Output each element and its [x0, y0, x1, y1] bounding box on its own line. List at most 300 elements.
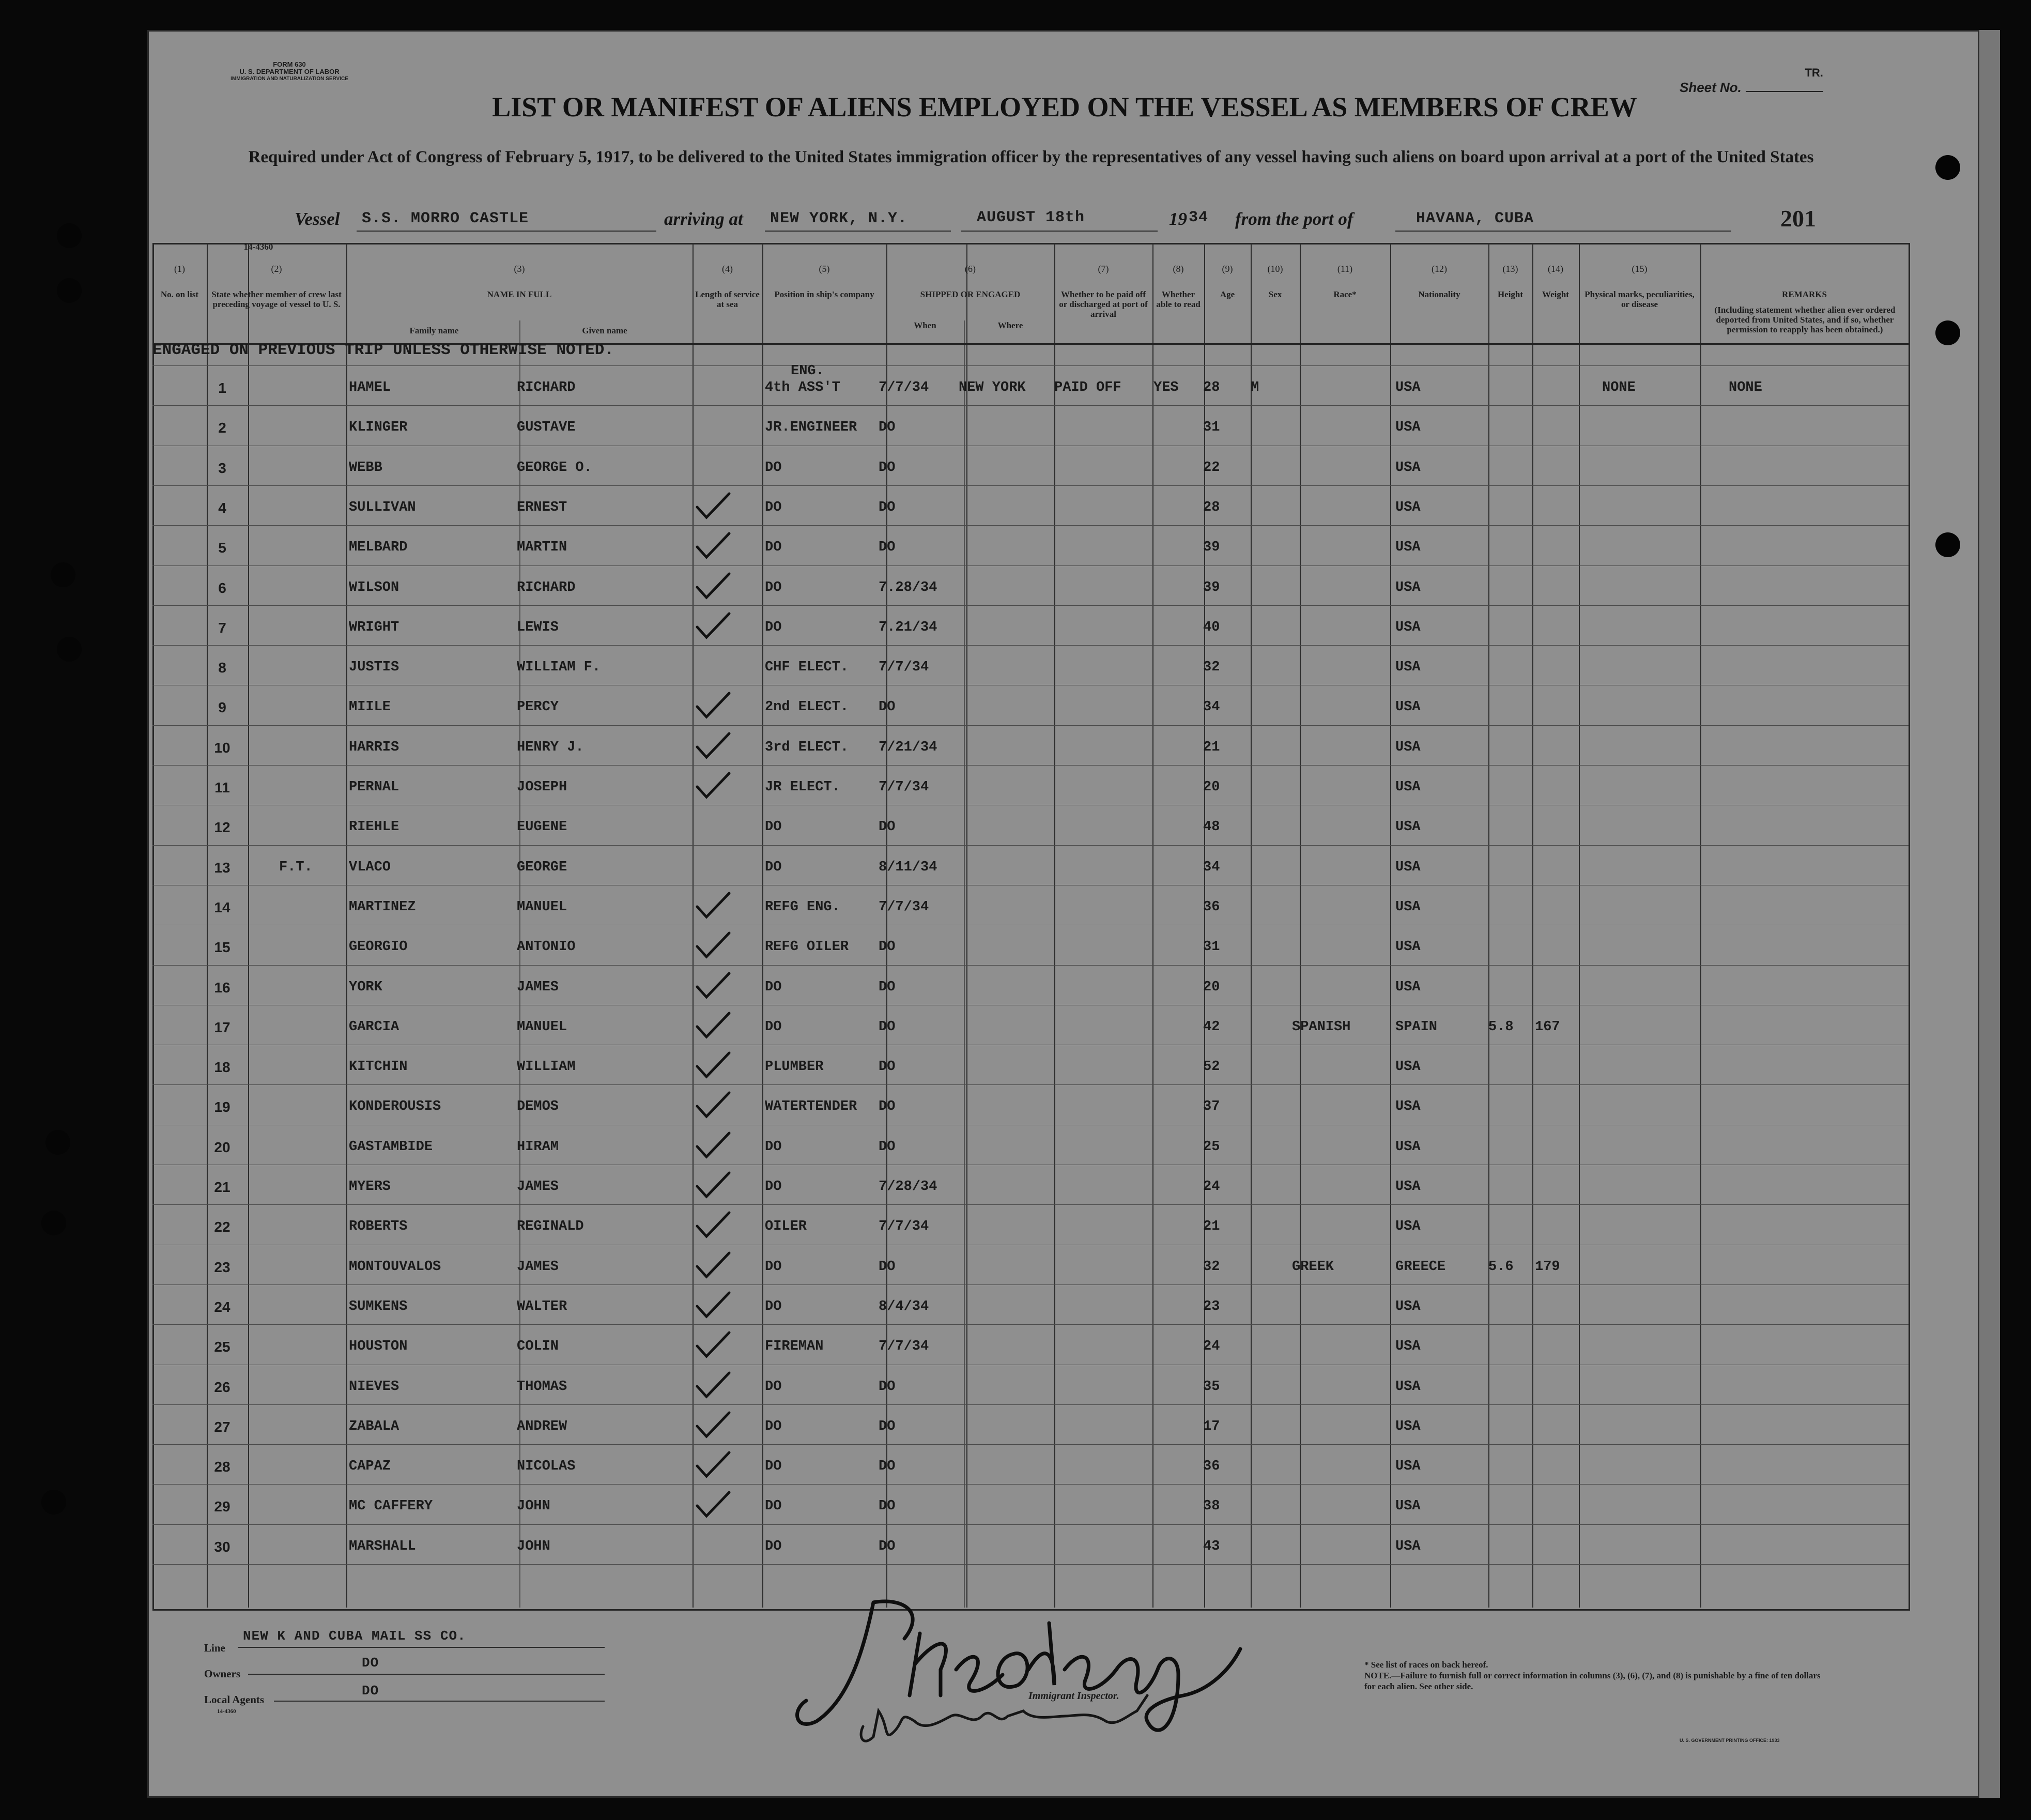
age: 37 [1203, 1099, 1220, 1115]
binder-hole [1935, 155, 1960, 180]
column-header: State whether member of crew last preceding voyage of vessel to U. S. [211, 289, 342, 309]
age: 52 [1203, 1059, 1220, 1075]
family-name: GEORGIO [349, 939, 408, 955]
column-header: Nationality [1418, 289, 1460, 299]
given-name: MARTIN [517, 540, 567, 556]
given-name: PERCY [517, 699, 559, 715]
nationality: USA [1395, 899, 1421, 915]
table-row [0, 1488, 2031, 1528]
local-agents-value: DO [362, 1683, 379, 1699]
able-to-read: YES [1153, 380, 1179, 395]
binder-hole [57, 223, 82, 248]
family-name-subhead: Family name [409, 326, 459, 335]
nationality: USA [1395, 660, 1421, 676]
table-row [0, 889, 2031, 929]
given-name: JAMES [517, 979, 559, 995]
table-row [0, 929, 2031, 969]
given-name: MANUEL [517, 1019, 567, 1035]
nationality: USA [1395, 540, 1421, 556]
age: 20 [1203, 979, 1220, 995]
family-name: JUSTIS [349, 660, 399, 676]
engaged-note: ENGAGED ON PREVIOUS TRIP UNLESS OTHERWISE NOTED. [152, 341, 614, 359]
row-number: 19 [214, 1099, 230, 1115]
position: DO [765, 540, 782, 556]
position: DO [765, 979, 782, 995]
nationality: USA [1395, 1298, 1421, 1314]
given-name: WILLIAM [517, 1059, 576, 1075]
row-number: 22 [214, 1219, 230, 1235]
nationality: USA [1395, 819, 1421, 835]
given-name: LEWIS [517, 619, 559, 635]
age: 39 [1203, 579, 1220, 595]
check-mark-icon [695, 1450, 731, 1479]
table-row [0, 849, 2031, 889]
position: DO [765, 859, 782, 875]
age: 32 [1203, 660, 1220, 676]
row-number: 16 [214, 979, 230, 996]
age: 22 [1203, 460, 1220, 476]
family-name: HAMEL [349, 380, 391, 395]
table-row [0, 570, 2031, 609]
table-row [0, 689, 2031, 729]
column-number: (15) [1632, 264, 1648, 274]
age: 48 [1203, 819, 1220, 835]
remarks-subhead: (Including statement whether alien ever ordered deported from United States, and if so, whether permission to reapply has been obtained.) [1714, 305, 1896, 334]
row-number: 5 [218, 540, 226, 556]
form-code: 14-4360 [243, 242, 273, 252]
row-number: 17 [214, 1019, 230, 1035]
column-header: Length of service at sea [695, 289, 760, 309]
given-name: DEMOS [517, 1099, 559, 1115]
nationality: USA [1395, 739, 1421, 755]
given-name: WILLIAM F. [517, 660, 601, 676]
page-title: LIST OR MANIFEST OF ALIENS EMPLOYED ON THE VESSEL AS MEMBERS OF CREW [492, 91, 1637, 123]
age: 40 [1203, 619, 1220, 635]
given-name: ERNEST [517, 499, 567, 515]
nationality: USA [1395, 1099, 1421, 1115]
binder-hole [57, 278, 82, 303]
position: DO [765, 1418, 782, 1434]
family-name: MONTOUVALOS [349, 1259, 441, 1275]
shipped-when: 8/4/34 [879, 1298, 929, 1314]
check-mark-icon [695, 1371, 731, 1400]
position: DO [765, 1379, 782, 1395]
check-mark-icon [695, 1251, 731, 1280]
column-header: NAME IN FULL [487, 289, 552, 299]
check-mark-icon [695, 1091, 731, 1120]
row-number: 26 [214, 1379, 230, 1395]
inspector-signature [786, 1592, 1302, 1757]
age: 24 [1203, 1179, 1220, 1195]
column-header: Position in ship's company [774, 289, 874, 299]
shipped-when: 8/11/34 [879, 859, 937, 875]
age: 42 [1203, 1019, 1220, 1035]
shipped-when: 7.21/34 [879, 619, 937, 635]
given-name: REGINALD [517, 1219, 584, 1235]
page-number: 201 [1780, 205, 1816, 232]
given-name: GUSTAVE [517, 420, 576, 436]
position: DO [765, 1179, 782, 1195]
check-mark-icon [695, 1131, 731, 1160]
position: DO [765, 1538, 782, 1554]
year-suffix: 34 [1189, 209, 1209, 226]
shipped-when: DO [879, 499, 896, 515]
family-name: CAPAZ [349, 1459, 391, 1475]
nationality: USA [1395, 1139, 1421, 1155]
nationality: USA [1395, 1379, 1421, 1395]
nationality: USA [1395, 1498, 1421, 1515]
row-number: 24 [214, 1298, 230, 1315]
shipped-when: DO [879, 939, 896, 955]
check-mark-icon [695, 731, 731, 760]
family-name: MELBARD [349, 540, 408, 556]
arriving-label: arriving at [664, 209, 743, 229]
table-row [0, 1328, 2031, 1368]
column-header: Age [1220, 289, 1235, 299]
column-number: (11) [1337, 264, 1353, 274]
row-number: 9 [218, 699, 226, 716]
shipped-when: DO [879, 1459, 896, 1475]
form-identifier: FORM 630 U. S. DEPARTMENT OF LABOR IMMIGRATION AND NATURALIZATION SERVICE [230, 60, 348, 82]
shipped-when: DO [879, 1259, 896, 1275]
check-mark-icon [695, 1051, 731, 1080]
nationality: USA [1395, 420, 1421, 436]
nationality: USA [1395, 979, 1421, 995]
row-number: 11 [214, 779, 230, 796]
nationality: USA [1395, 460, 1421, 476]
nationality: USA [1395, 779, 1421, 795]
age: 23 [1203, 1298, 1220, 1314]
age: 34 [1203, 859, 1220, 875]
nationality: USA [1395, 499, 1421, 515]
age: 24 [1203, 1339, 1220, 1355]
local-agents-code: 14-4360 [217, 1708, 236, 1715]
row-number: 14 [214, 899, 230, 915]
row-number: 28 [214, 1459, 230, 1475]
column-number: (13) [1502, 264, 1518, 274]
inspector-label: Immigrant Inspector. [1028, 1690, 1119, 1702]
given-name: JOHN [517, 1498, 550, 1515]
check-mark-icon [695, 931, 731, 960]
row-number: 27 [214, 1418, 230, 1435]
remarks: NONE [1729, 380, 1762, 395]
shipped-when: 7/7/34 [879, 380, 929, 395]
column-number: (4) [722, 264, 733, 274]
shipped-when: DO [879, 1498, 896, 1515]
row-number: 25 [214, 1339, 230, 1355]
family-name: MARTINEZ [349, 899, 416, 915]
sex: M [1251, 380, 1259, 395]
age: 43 [1203, 1538, 1220, 1554]
position: OILER [765, 1219, 807, 1235]
row-number: 20 [214, 1139, 230, 1155]
family-name: YORK [349, 979, 382, 995]
nationality: USA [1395, 859, 1421, 875]
shipped-when: DO [879, 1059, 896, 1075]
row-number: 30 [214, 1538, 230, 1555]
check-mark-icon [695, 611, 731, 640]
shipped-when: 7.28/34 [879, 579, 937, 595]
shipped-when: DO [879, 1139, 896, 1155]
shipped-when: DO [879, 699, 896, 715]
position: DO [765, 819, 782, 835]
family-name: NIEVES [349, 1379, 399, 1395]
family-name: MC CAFFERY [349, 1498, 433, 1515]
age: 36 [1203, 899, 1220, 915]
column-number: (7) [1098, 264, 1109, 274]
column-number: (3) [514, 264, 525, 274]
shipped-when: DO [879, 1099, 896, 1115]
family-name: WRIGHT [349, 619, 399, 635]
sheet-number-field: TR. Sheet No. [1680, 66, 1823, 95]
owners-value: DO [362, 1655, 379, 1671]
age: 25 [1203, 1139, 1220, 1155]
column-header: Sex [1268, 289, 1282, 299]
height: 5.8 [1488, 1019, 1514, 1035]
local-agents-label: Local Agents [204, 1693, 265, 1706]
table-row [0, 409, 2031, 449]
table-row [0, 1369, 2031, 1409]
nationality: USA [1395, 699, 1421, 715]
given-name: JAMES [517, 1259, 559, 1275]
shipped-when: DO [879, 1418, 896, 1434]
age: 28 [1203, 380, 1220, 395]
check-mark-icon [695, 531, 731, 560]
column-number: (1) [174, 264, 185, 274]
given-name: MANUEL [517, 899, 567, 915]
given-name: ANDREW [517, 1418, 567, 1434]
position: DO [765, 1498, 782, 1515]
family-name: SUMKENS [349, 1298, 408, 1314]
column-header: Height [1497, 289, 1524, 299]
position: 3rd ELECT. [765, 739, 849, 755]
column-number: (8) [1173, 264, 1184, 274]
column-number: (6) [965, 264, 976, 274]
nationality: USA [1395, 1059, 1421, 1075]
line-label: Line [204, 1642, 225, 1654]
column-number: (14) [1548, 264, 1563, 274]
departure-port: HAVANA, CUBA [1416, 210, 1534, 227]
position: DO [765, 1019, 782, 1035]
position: 2nd ELECT. [765, 699, 849, 715]
family-name: PERNAL [349, 779, 399, 795]
weight: 179 [1535, 1259, 1560, 1275]
given-name: HIRAM [517, 1139, 559, 1155]
position: DO [765, 1298, 782, 1314]
vessel-label: Vessel [295, 209, 340, 229]
row-number: 6 [218, 579, 226, 596]
shipped-when: DO [879, 420, 896, 436]
table-row [0, 1528, 2031, 1568]
table-row [0, 529, 2031, 569]
check-mark-icon [695, 1411, 731, 1440]
nationality: GREECE [1395, 1259, 1446, 1275]
row-number: 13 [214, 859, 230, 876]
shipped-when: DO [879, 819, 896, 835]
age: 21 [1203, 1219, 1220, 1235]
table-row [0, 1209, 2031, 1248]
age: 35 [1203, 1379, 1220, 1395]
position-annotation: ENG. [791, 363, 824, 379]
column-number: (9) [1222, 264, 1233, 274]
check-mark-icon [695, 492, 731, 521]
physical-marks: NONE [1602, 380, 1636, 395]
position: DO [765, 499, 782, 515]
check-mark-icon [695, 1011, 731, 1040]
age: 21 [1203, 739, 1220, 755]
shipped-when: DO [879, 1019, 896, 1035]
when-subhead: When [914, 320, 936, 330]
check-mark-icon [695, 1291, 731, 1320]
table-row [0, 1009, 2031, 1049]
age: 20 [1203, 779, 1220, 795]
owners-label: Owners [204, 1668, 240, 1680]
age: 17 [1203, 1418, 1220, 1434]
given-name: COLIN [517, 1339, 559, 1355]
row-number: 3 [218, 460, 226, 476]
nationality: USA [1395, 1418, 1421, 1434]
family-name: ZABALA [349, 1418, 399, 1434]
age: 39 [1203, 540, 1220, 556]
position: PLUMBER [765, 1059, 824, 1075]
table-row [0, 363, 2031, 409]
given-name: WALTER [517, 1298, 567, 1314]
given-name: JAMES [517, 1179, 559, 1195]
shipped-when: 7/7/34 [879, 1219, 929, 1235]
shipped-when: DO [879, 1379, 896, 1395]
nationality: USA [1395, 1459, 1421, 1475]
column-header: Weight [1542, 289, 1569, 299]
column-number: (2) [271, 264, 282, 274]
given-name: RICHARD [517, 579, 576, 595]
check-mark-icon [695, 1171, 731, 1200]
position: CHF ELECT. [765, 660, 849, 676]
column-header: Whether to be paid off or discharged at port of arrival [1059, 289, 1148, 319]
row-rule [152, 365, 1909, 366]
column-header: REMARKS [1782, 289, 1827, 299]
nationality: USA [1395, 579, 1421, 595]
given-name: GEORGE O. [517, 460, 592, 476]
printer-imprint: U. S. GOVERNMENT PRINTING OFFICE: 1933 [1680, 1738, 1780, 1743]
age: 38 [1203, 1498, 1220, 1515]
given-name: THOMAS [517, 1379, 567, 1395]
position: DO [765, 1139, 782, 1155]
race: SPANISH [1292, 1019, 1351, 1035]
family-name: MIILE [349, 699, 391, 715]
family-name: ROBERTS [349, 1219, 408, 1235]
given-name: HENRY J. [517, 739, 584, 755]
binder-hole [1935, 320, 1960, 345]
nationality: USA [1395, 1219, 1421, 1235]
family-name: SULLIVAN [349, 499, 416, 515]
family-name: RIEHLE [349, 819, 399, 835]
shipped-when: 7/7/34 [879, 660, 929, 676]
check-mark-icon [695, 572, 731, 601]
footnote: * See list of races on back hereof. NOTE.—Failure to furnish full or correct information in columns (3), (6), (7), and (8) is punishable by a fine of ten dollars for each alien. See other side. [1364, 1660, 1821, 1691]
position: JR ELECT. [765, 779, 840, 795]
column-header: Race* [1333, 289, 1357, 299]
age: 31 [1203, 939, 1220, 955]
row-number: 4 [218, 499, 226, 516]
nationality: USA [1395, 939, 1421, 955]
position: DO [765, 1259, 782, 1275]
table-row [0, 1169, 2031, 1209]
column-header: Whether able to read [1156, 289, 1201, 309]
column-number: (10) [1267, 264, 1283, 274]
given-name: EUGENE [517, 819, 567, 835]
position: DO [765, 579, 782, 595]
shipped-when: DO [879, 1538, 896, 1554]
table-row [0, 1249, 2031, 1289]
from-port-label: from the port of [1235, 209, 1353, 229]
family-name: KITCHIN [349, 1059, 408, 1075]
row-number: 21 [214, 1179, 230, 1195]
row-number: 12 [214, 819, 230, 836]
given-name: RICHARD [517, 380, 576, 395]
column-header: Physical marks, peculiarities, or disease [1584, 289, 1695, 309]
table-row [0, 809, 2031, 849]
position: DO [765, 619, 782, 635]
check-mark-icon [695, 691, 731, 720]
line-value: NEW K AND CUBA MAIL SS CO. [243, 1628, 466, 1644]
position: 4th ASS'T [765, 380, 840, 395]
family-name: KONDEROUSIS [349, 1099, 441, 1115]
position: JR.ENGINEER [765, 420, 857, 436]
arrival-port: NEW YORK, N.Y. [770, 210, 908, 227]
table-row [0, 1409, 2031, 1448]
check-mark-icon [695, 1490, 731, 1519]
position: REFG OILER [765, 939, 849, 955]
position: WATERTENDER [765, 1099, 857, 1115]
family-name: KLINGER [349, 420, 408, 436]
row-number: 8 [218, 660, 226, 676]
row-number: 7 [218, 619, 226, 636]
shipped-when: 7/28/34 [879, 1179, 937, 1195]
age: 34 [1203, 699, 1220, 715]
family-name: MYERS [349, 1179, 391, 1195]
position: DO [765, 1459, 782, 1475]
column-header: SHIPPED OR ENGAGED [920, 289, 1021, 299]
nationality: USA [1395, 1538, 1421, 1554]
nationality: USA [1395, 619, 1421, 635]
row-number: 15 [214, 939, 230, 956]
family-name: VLACO [349, 859, 391, 875]
nationality: USA [1395, 380, 1421, 395]
family-name: MARSHALL [349, 1538, 416, 1554]
age: 31 [1203, 420, 1220, 436]
nationality: SPAIN [1395, 1019, 1438, 1035]
row-number: 1 [218, 380, 226, 396]
shipped-when: DO [879, 460, 896, 476]
table-row [0, 1049, 2031, 1089]
given-name: JOSEPH [517, 779, 567, 795]
shipped-when: 7/7/34 [879, 1339, 929, 1355]
vessel-name: S.S. MORRO CASTLE [362, 210, 529, 227]
where-subhead: Where [997, 320, 1023, 330]
table-row [0, 450, 2031, 490]
column-number: (12) [1432, 264, 1447, 274]
paid-off: PAID OFF [1054, 380, 1121, 395]
check-mark-icon [695, 1211, 731, 1240]
table-row [0, 969, 2031, 1009]
table-row [0, 609, 2031, 649]
given-name-subhead: Given name [582, 326, 627, 335]
nationality: USA [1395, 1339, 1421, 1355]
shipped-where: NEW YORK [959, 380, 1026, 395]
age: 28 [1203, 499, 1220, 515]
shipped-when: DO [879, 979, 896, 995]
position: DO [765, 460, 782, 476]
